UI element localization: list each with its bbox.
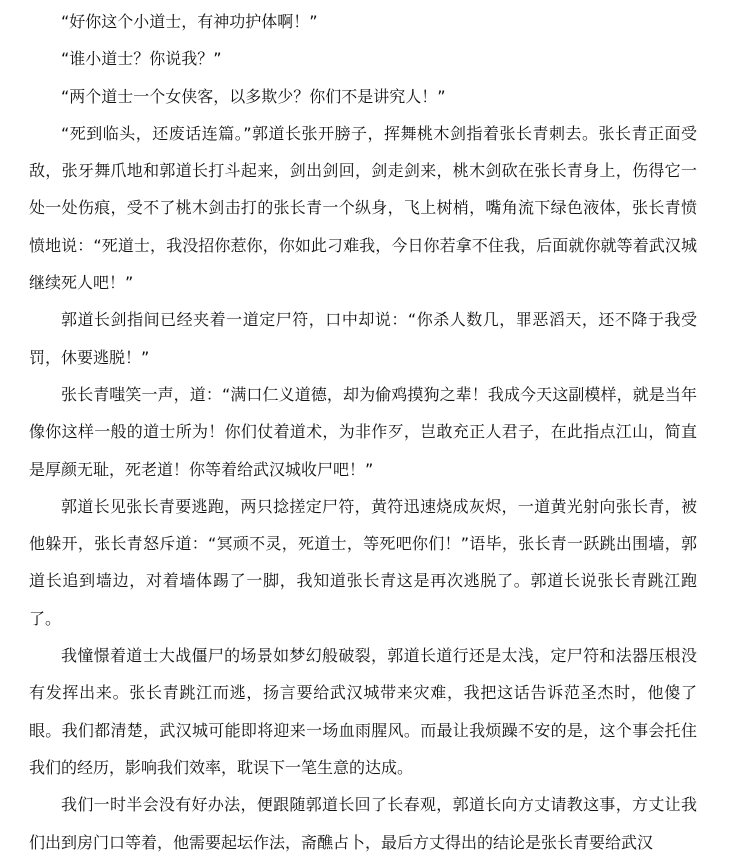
document-page xyxy=(29,3,697,861)
paragraph: 郭道长剑指间已经夹着一道定尸符，口中却说：“你杀人数几，罪恶滔天，还不降于我受罚，休要逃脱！” xyxy=(29,310,697,367)
paragraph: 张长青嗤笑一声，道：“满口仁义道德，却为偷鸡摸狗之辈！我成今天这副模样，就是当年像你这样一般的道士所为！你们仗着道术，为非作歹，岂敢充正人君子，在此指点江山，简直是厚颜无耻，死老道！你等着给武汉城收尸吧！” xyxy=(29,384,697,479)
paragraph: 我们一时半会没有好办法，便跟随郭道长回了长春观，郭道长向方丈请教这事，方丈让我们出到房门口等着，他需要起坛作法，斋醮占卜，最后方丈得出的结论是张长青要给武汉 xyxy=(29,795,697,852)
paragraph: 郭道长见张长青要逃跑，两只捻搓定尸符，黄符迅速烧成灰烬，一道黄光射向张长青，被他躲开，张长青怒斥道：“冥顽不灵，死道士，等死吧你们！”语毕，张长青一跃跳出围墙，郭道长追到墙边，对着墙体踢了一脚，我知道张长青这是再次逃脱了。郭道长说张长青跳江跑了。 xyxy=(29,496,697,628)
paragraph: 我憧憬着道士大战僵尸的场景如梦幻般破裂，郭道长道行还是太浅，定尸符和法器压根没有发挥出来。张长青跳江而逃，扬言要给武汉城带来灾难，我把这话告诉范圣杰时，他傻了眼。我们都清楚，武汉城可能即将迎来一场血雨腥风。而最让我烦躁不安的是，这个事会托住我们的经历，影响我们效率，耽误下一笔生意的达成。 xyxy=(29,646,697,777)
paragraph: “两个道士一个女侠客，以多欺少？你们不是讲究人！” xyxy=(61,86,446,106)
paragraph: “谁小道士？你说我？” xyxy=(61,49,222,69)
paragraph: “死到临头，还废话连篇。”郭道长张开膀子，挥舞桃木剑指着张长青刺去。张长青正面受敌，张牙舞爪地和郭道长打斗起来，剑出剑回，剑走剑来，桃木剑砍在张长青身上，伤得它一处一处伤痕，受不了桃木剑击打的张长青一个纵身，飞上树梢，嘴角流下绿色液体，张长青愤愤地说：“死道士，我没招你惹你，你如此刁难我，今日你若拿不住我，后面就你就等着武汉城继续死人吧！” xyxy=(29,123,697,293)
paragraph: “好你这个小道士，有神功护体啊！” xyxy=(61,12,318,31)
